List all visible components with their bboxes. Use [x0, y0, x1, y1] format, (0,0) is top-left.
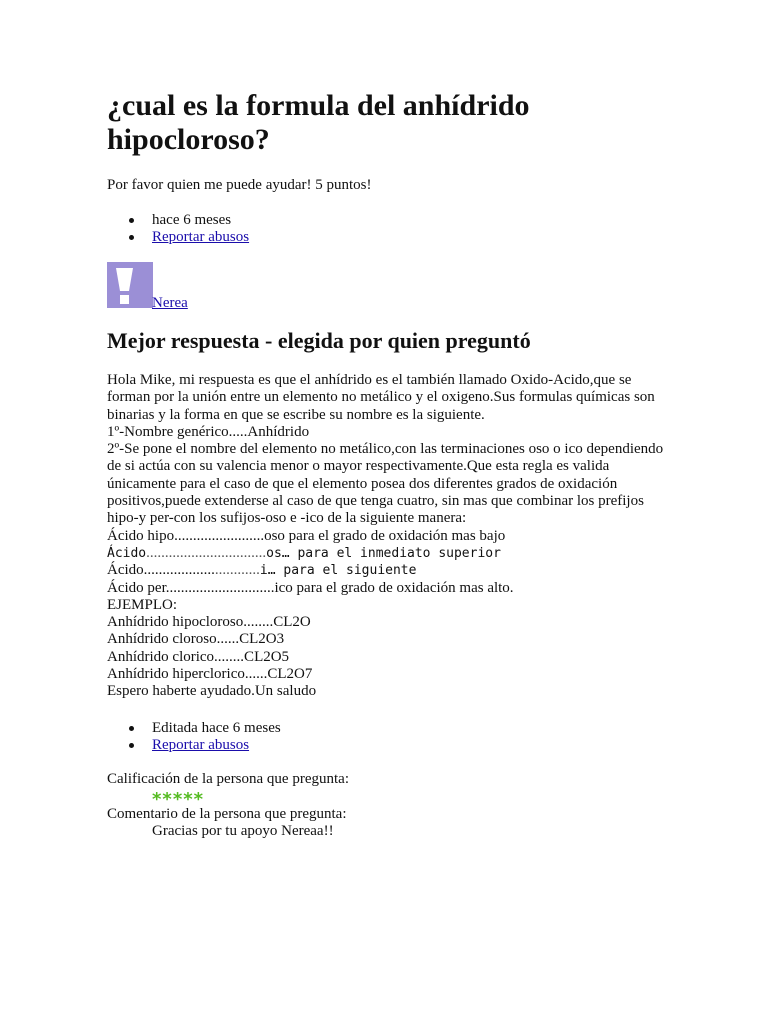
- answer-line-i: [107, 562, 667, 579]
- comment-label: Comentario de la persona que pregunta:: [107, 806, 347, 822]
- line-i-prefix: Ácido...................: [107, 562, 215, 579]
- rating-label: Calificación de la persona que pregunta:: [107, 771, 349, 787]
- answer-intro: Hola Mike, mi respuesta es que el anhídrido es el también llamado Oxido-Acido,que se forman por la unión entre un elemento no metálico y el oxigeno.Sus formulas químicas son binarias y la forma en que se escribe su nombre es la siguiente.: [107, 372, 655, 423]
- question-body: Por favor quien me puede ayudar! 5 puntos!: [107, 177, 372, 193]
- comment-text: Gracias por tu apoyo Nereaa!!: [152, 823, 334, 839]
- question-report-link[interactable]: Reportar abusos: [152, 229, 250, 245]
- answer-line-per: Ácido per.............................ico para el grado de oxidación mas alto.: [107, 579, 514, 596]
- answer-rule-2: 2º-Se pone el nombre del elemento no metálico,con las terminaciones oso o ico dependiendo de si actúa con su valencia menor o mayor respectivamente.Que esta regla es valida únicamente para el caso de que el elemento posea dos diferentes grados de oxidación positivos,puede extenderse al caso de que tenga cuatro, sin mas que combinar los prefijos hipo-y per-con los sufijos-oso e -ico de la siguiente manera:: [107, 441, 664, 527]
- answer-report-item: [107, 736, 281, 753]
- line-i-suffix: i… para el siguiente: [259, 563, 417, 579]
- answer-example: Anhídrido clorico........CL2O5: [107, 648, 290, 665]
- line-os-suffix: os… para el inmediato superior: [266, 545, 501, 561]
- avatar-icon: [107, 262, 153, 308]
- line-os-dots: ................................: [146, 544, 267, 561]
- answer-edited: Editada hace 6 meses: [107, 719, 281, 736]
- answer-meta: [107, 719, 281, 753]
- best-answer-body: [107, 372, 667, 701]
- answer-example: Anhídrido cloroso......CL2O3: [107, 631, 285, 648]
- author-name-link[interactable]: Nerea: [152, 295, 188, 311]
- question-meta: [107, 211, 249, 245]
- answer-example-label: EJEMPLO:: [107, 596, 178, 613]
- answer-example: Anhídrido hipocloroso........CL2O: [107, 614, 311, 631]
- question-time: hace 6 meses: [107, 211, 249, 228]
- line-os-prefix: Ácido: [107, 545, 147, 561]
- best-answer-heading: Mejor respuesta - elegida por quien preguntó: [107, 328, 531, 353]
- line-i-dots: ............: [214, 562, 260, 579]
- avatar[interactable]: [107, 262, 153, 308]
- rating-stars: *****: [152, 789, 205, 810]
- answer-line-hipo: Ácido hipo........................oso para el grado de oxidación mas bajo: [107, 527, 506, 544]
- answer-rule-1: 1º-Nombre genérico.....Anhídrido: [107, 423, 310, 440]
- question-title: ¿cual es la formula del anhídrido hipocloroso?: [107, 89, 530, 156]
- answer-example: Anhídrido hiperclorico......CL2O7: [107, 666, 313, 683]
- answer-closing: Espero haberte ayudado.Un saludo: [107, 683, 317, 700]
- answer-report-link[interactable]: Reportar abusos: [152, 737, 250, 753]
- answer-line-os: [107, 545, 667, 562]
- question-report-item: [107, 228, 249, 245]
